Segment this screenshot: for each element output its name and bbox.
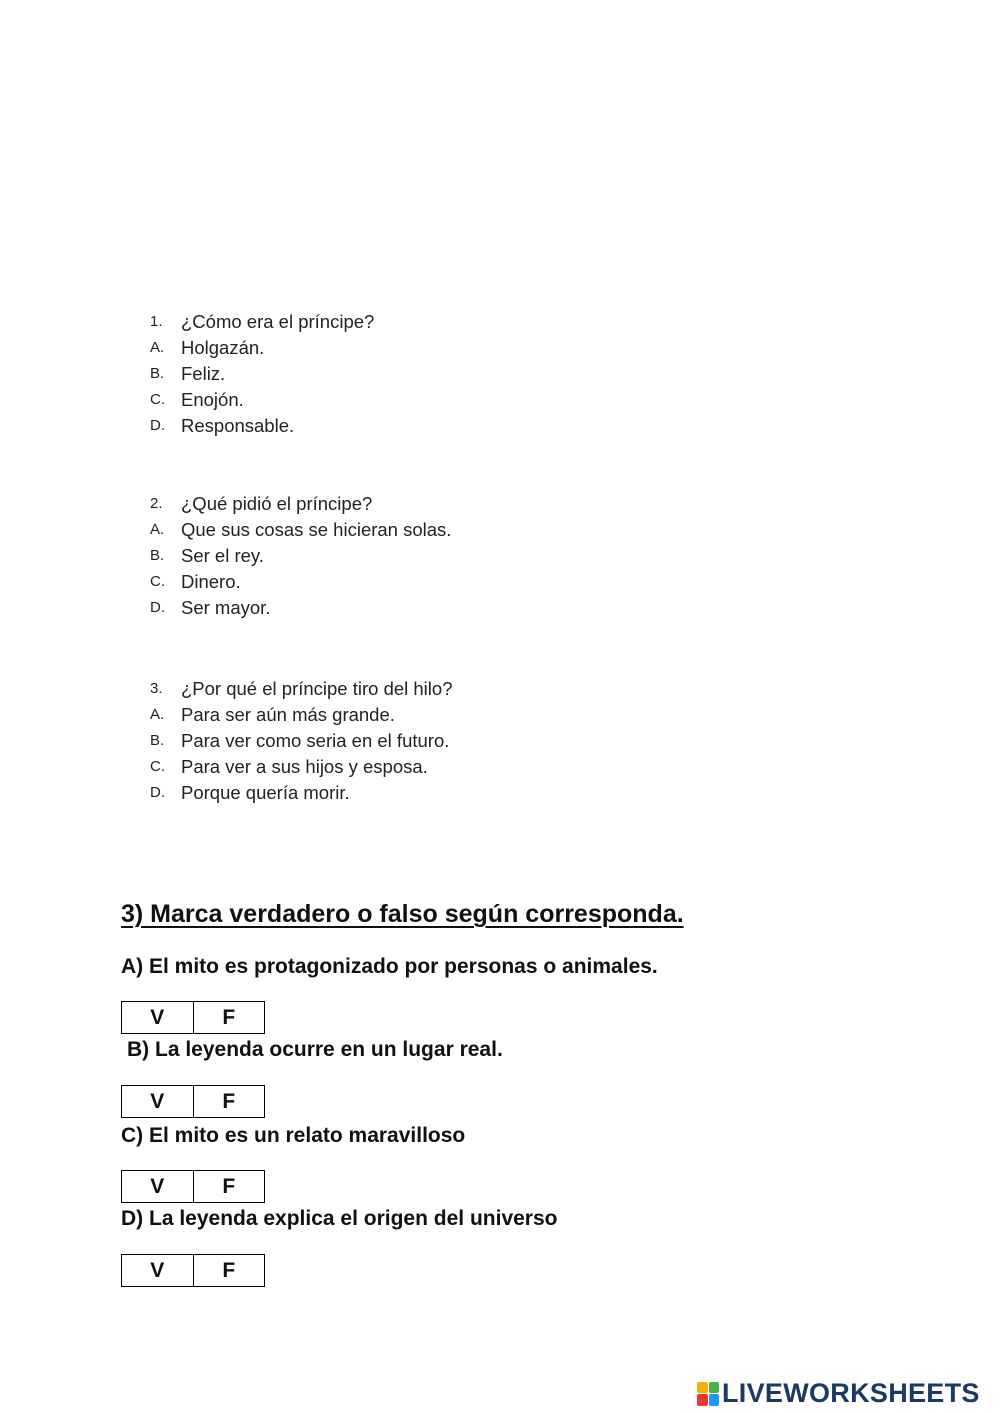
true-false-box-b [121,1085,265,1118]
option-b[interactable]: B. Feliz. [150,363,226,384]
statement-a: A) El mito es protagonizado por personas o animales. [121,955,658,978]
option-b[interactable]: B. Para ver como seria en el futuro. [150,730,450,751]
option-c[interactable]: C. Para ver a sus hijos y esposa. [150,756,428,777]
option-a[interactable]: A. Holgazán. [150,337,265,358]
false-option[interactable]: F [193,1002,265,1033]
option-d[interactable]: D. Porque quería morir. [150,782,350,803]
logo-square [697,1382,708,1394]
true-false-box-a [121,1001,265,1034]
option-c[interactable]: C. Dinero. [150,571,241,592]
liveworksheets-logo [697,1378,980,1409]
false-option[interactable]: F [193,1086,265,1117]
logo-square [709,1382,720,1394]
true-option[interactable]: V [150,1174,165,1198]
option-a[interactable]: A. Que sus cosas se hicieran solas. [150,519,452,540]
question-3 [150,676,750,806]
brand-name: LIVEWORKSHEETS [722,1378,980,1408]
true-option[interactable]: V [150,1089,165,1113]
statement-c: C) El mito es un relato maravilloso [121,1124,466,1147]
true-option[interactable]: V [150,1005,165,1029]
true-false-box-d [121,1254,265,1287]
true-option[interactable]: V [150,1258,165,1282]
statement-b: B) La leyenda ocurre en un lugar real. [127,1038,503,1061]
question-stem: 2. ¿Qué pidió el príncipe? [150,493,373,514]
option-d[interactable]: D. Responsable. [150,415,295,436]
question-1 [150,309,750,439]
liveworksheets-logo-icon [697,1382,719,1406]
false-option[interactable]: F [193,1171,265,1202]
question-2 [150,491,750,621]
option-a[interactable]: A. Para ser aún más grande. [150,704,395,725]
option-d[interactable]: D. Ser mayor. [150,597,271,618]
question-stem: 1. ¿Cómo era el príncipe? [150,311,375,332]
option-c[interactable]: C. Enojón. [150,389,244,410]
section-title: 3) Marca verdadero o falso según corresponda. [121,900,684,928]
false-option[interactable]: F [193,1255,265,1286]
true-false-box-c [121,1170,265,1203]
logo-square [697,1394,708,1406]
question-stem: 3. ¿Por qué el príncipe tiro del hilo? [150,678,453,699]
statement-d: D) La leyenda explica el origen del universo [121,1207,558,1230]
option-b[interactable]: B. Ser el rey. [150,545,264,566]
logo-square [709,1394,720,1406]
